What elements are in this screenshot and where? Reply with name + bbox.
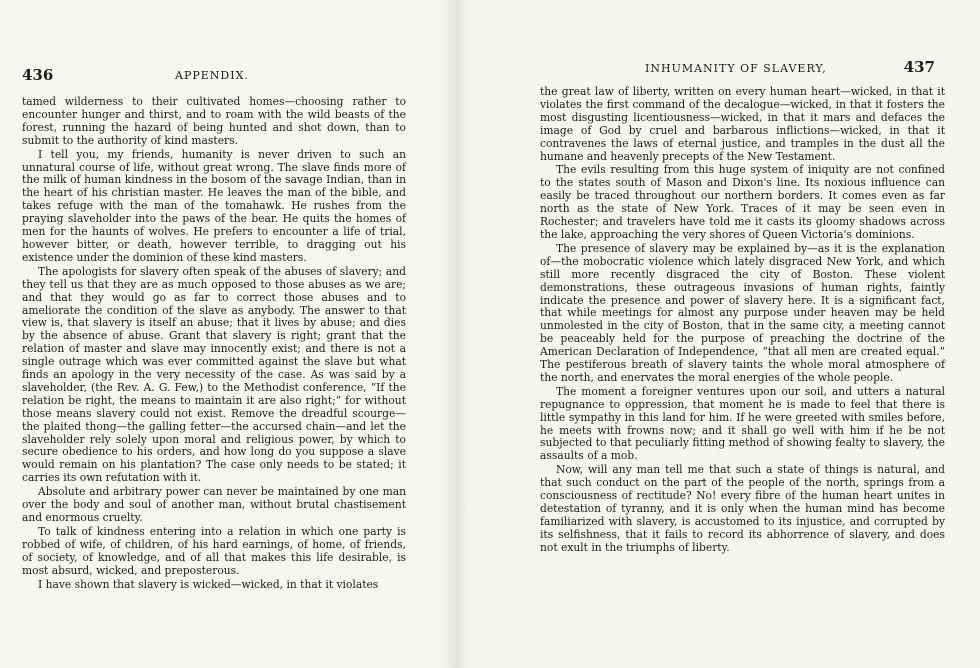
paragraph: The evils resulting from this huge system of iniquity are not confined to the states south of Mason and Dixon's line. Its noxious influence can easily be traced throughout our northern borders. It comes even as far north as the state of New York. Traces of it may be seen even in Rochester; and travelers have told me it casts its gloomy shadows across the lake, approaching the very shores of Queen Victoria's dominions. (540, 163, 945, 241)
paragraph: tamed wilderness to their cultivated homes—choosing rather to encounter hunger and thirst, and to roam with the wild beasts of the forest, running the hazard of being hunted and shot down, than to submit to the authority of kind masters. (22, 95, 406, 147)
paragraph: Absolute and arbitrary power can never be maintained by one man over the body and soul of another man, without brutal chastisement and enormous cruelty. (22, 485, 406, 524)
paragraph: The presence of slavery may be explained by—as it is the explanation of—the mobocratic violence which lately disgraced New York, and which still more recently disgraced the city of Boston. These violent demonstrations, these outrageous invasions of human rights, faintly indicate the presence and power of slavery here. It is a significant fact, that while meetings for almost any purpose under heaven may be held unmolested in the city of Boston, that in the same city, a meeting cannot be peaceably held for the purpose of preaching the doctrine of the American Declaration of Independence, “that all men are created equal.” The pestiferous breath of slavery taints the whole moral atmosphere of the north, and enervates the moral energies of the whole people. (540, 241, 945, 384)
paragraph: the great law of liberty, written on every human heart—wicked, in that it violates the first command of the decalogue—wicked, in that it fosters the most disgusting licentiousness—wicked, in that it mars and defaces the image of God by cruel and barbarous inflictions—wicked, in that it contravenes the laws of eternal justice, and tramples in the dust all the humane and heavenly precepts of the New Testament. (540, 85, 945, 163)
left-page-text (22, 96, 406, 591)
paragraph: To talk of kindness entering into a relation in which one party is robbed of wife, of children, of his hard earnings, of home, of friends, of society, of knowledge, and of all that makes this life desirable, is most absurd, wicked, and preposterous. (22, 524, 406, 577)
left-page-number: 436 (22, 66, 54, 84)
paragraph: I have shown that slavery is wicked—wicked, in that it violates (38, 577, 379, 591)
right-running-head: INHUMANITY OF SLAVERY, (645, 62, 827, 75)
paragraph: The moment a foreigner ventures upon our soil, and utters a natural repugnance to oppression, that moment he is made to feel that there is little sympathy in this land for him. If he were greeted with smiles before, he meets with frowns now; and it shall go well with him if he be not subjected to that peculiarly fitting method of showing fealty to slavery, the assaults of a mob. (540, 384, 945, 463)
book-gutter (440, 0, 470, 668)
right-page-number: 437 (903, 58, 935, 76)
paragraph: I tell you, my friends, humanity is never driven to such an unnatural course of life, without great wrong. The slave finds more of the milk of human kindness in the bosom of the savage Indian, than in the heart of his christian master. He leaves the man of the bible, and takes refuge with the man of the tomahawk. He rushes from the praying slaveholder into the paws of the bear. He quits the homes of men for the haunts of wolves. He prefers to encounter a life of trial, however bitter, or death, however terrible, to dragging out his existence under the dominion of these kind masters. (22, 147, 406, 264)
right-page (470, 0, 980, 668)
left-page (0, 0, 440, 668)
paragraph: The apologists for slavery often speak of the abuses of slavery; and they tell us that they are as much opposed to those abuses as we are; and that they would go as far to correct those abuses and to ameliorate the condition of the slave as anybody. The answer to that view is, that slavery is itself an abuse; that it lives by abuse; and dies by the absence of abuse. Grant that slavery is right; grant that the relation of master and slave may innocently exist; and there is not a single outrage which was ever committed against the slave but what finds an apology in the very necessity of the case. As was said by a slaveholder, (the Rev. A. G. Few,) to the Methodist conference, “If the relation be right, the means to maintain it are also right;” for without those means slavery could not exist. Remove the dreadful scourge—the plaited thong—the galling fetter—the accursed chain—and let the slaveholder rely solely upon moral and religious power, by which to secure obedience to his orders, and how long do you suppose a slave would remain on his plantation? The case only needs to be stated; it carries its own refutation with it. (22, 264, 406, 485)
paragraph: Now, will any man tell me that such a state of things is natural, and that such conduct on the part of the people of the north, springs from a consciousness of rectitude? No! every fibre of the human heart unites in detestation of tyranny, and it is only when the human mind has become familiarized with slavery, is accustomed to its injustice, and corrupted by its selfishness, that it fails to record its abhorrence of slavery, and does not exult in the triumphs of liberty. (540, 463, 945, 554)
right-page-text (540, 86, 945, 555)
left-running-head: APPENDIX. (175, 69, 249, 82)
